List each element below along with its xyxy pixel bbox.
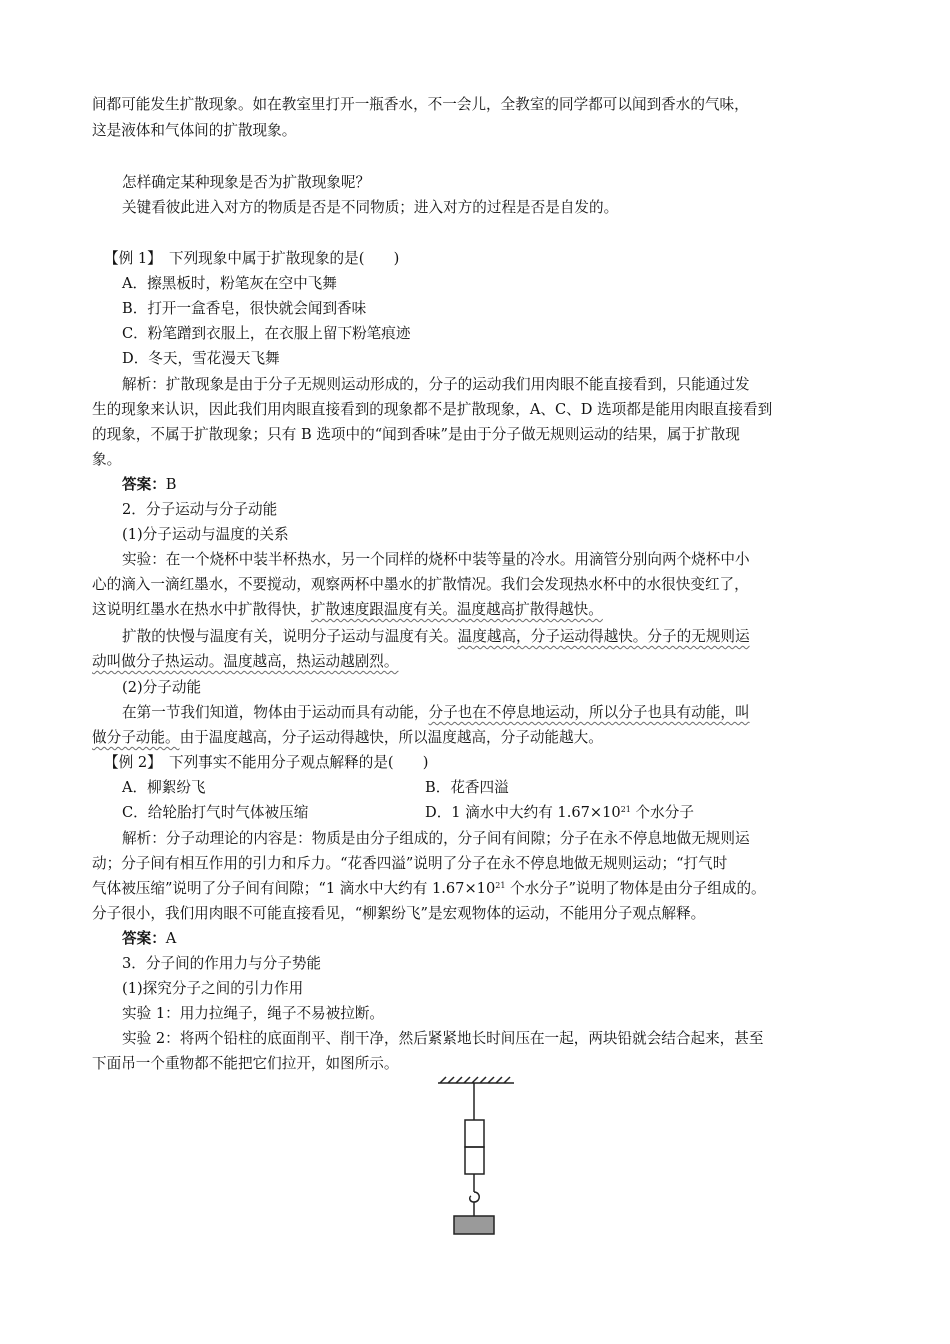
experiment-line: 心的滴入一滴红墨水，不要搅动，观察两杯中墨水的扩散情况。我们会发现热水杯中的水很快变红了， (92, 576, 749, 593)
experiment2-line: 下面吊一个重物都不能把它们拉开，如图所示。 (92, 1055, 399, 1072)
example1-option-c: C．粉笔蹭到衣服上，在衣服上留下粉笔痕迹 (122, 325, 411, 342)
example2-option-a: A．柳絮纷飞 (122, 779, 206, 796)
example2-option-d (425, 802, 694, 824)
example1-analysis-line: 的现象，不属于扩散现象；只有 B 选项中的“闻到香味”是由于分子做无规则运动的结果，属于扩散现 (92, 426, 740, 443)
exponent: 21 (620, 805, 631, 814)
paragraph-line (122, 626, 750, 648)
paragraph-text: 扩散的快慢与温度有关，说明分子运动与温度有关。 (122, 628, 458, 645)
example2-option-c: C．给轮胎打气时气体被压缩 (122, 804, 309, 821)
intro-line-2: 这是液体和气体间的扩散现象。 (92, 122, 297, 139)
hook (470, 1192, 479, 1202)
example2-analysis-line: 解析：分子动理论的内容是：物质是由分子组成的，分子间有间隙；分子在永不停息地做无规则运 (122, 830, 750, 847)
option-d-text: 个水分子 (630, 804, 694, 821)
example2-analysis-line (92, 878, 766, 900)
example1-analysis-line: 生的现象来认识，因此我们用肉眼直接看到的现象都不是扩散现象，A、C、D 选项都是能用肉眼直接看到 (92, 401, 773, 418)
paragraph-text: 在第一节我们知道，物体由于运动而具有动能， (122, 704, 429, 721)
option-d-text: D．1 滴水中大约有 1.67×10 (425, 804, 621, 821)
experiment-text: 这说明红墨水在热水中扩散得快， (92, 601, 311, 618)
example2-title: 【例 2】 下列事实不能用分子观点解释的是( ) (104, 754, 429, 771)
experiment-line: 实验：在一个烧杯中装半杯热水，另一个同样的烧杯中装等量的冷水。用滴管分别向两个烧杯中小 (122, 551, 750, 568)
example1-option-d: D．冬天，雪花漫天飞舞 (122, 350, 280, 367)
example2-options-row (122, 777, 509, 799)
section2-heading: 2．分子运动与分子动能 (122, 501, 278, 518)
ceiling-hatch (440, 1077, 510, 1083)
experiment2-line: 实验 2：将两个铅柱的底面削平、削干净，然后紧紧地长时间压在一起，两块铅就会结合起来，甚至 (122, 1030, 764, 1047)
kinetic-line (92, 727, 603, 749)
upper-lead-cylinder (465, 1120, 484, 1147)
example1-analysis-line: 解析：扩散现象是由于分子无规则运动形成的，分子的运动我们用肉眼不能直接看到，只能通过发 (122, 376, 750, 393)
section3-heading: 3．分子间的作用力与分子势能 (122, 955, 322, 972)
example2-analysis-line: 分子很小，我们用肉眼不可能直接看见，“柳絮纷飞”是宏观物体的运动，不能用分子观点解释。 (92, 905, 706, 922)
answer-label: 答案： (122, 930, 166, 947)
example2-answer (122, 928, 176, 950)
intro-line-1: 间都可能发生扩散现象。如在教室里打开一瓶香水，不一会儿，全教室的同学都可以闻到香水的气味， (92, 96, 749, 113)
section2-sub2: (2)分子动能 (122, 679, 202, 696)
example1-title: 【例 1】 下列现象中属于扩散现象的是( ) (104, 250, 400, 267)
kinetic-line (122, 702, 750, 724)
answer-value: B (165, 476, 177, 493)
exponent: 21 (495, 881, 506, 890)
experiment-line (92, 599, 603, 621)
experiment1-text: 实验 1：用力拉绳子，绳子不易被拉断。 (122, 1005, 385, 1022)
answer-value: A (165, 930, 177, 947)
example1-option-b: B．打开一盒香皂，很快就会闻到香味 (122, 300, 367, 317)
emphasis-text: 做分子动能。 (92, 729, 180, 746)
example2-analysis-line: 动；分子间有相互作用的引力和斥力。“花香四溢”说明了分子在永不停息地做无规则运动；“打气时 (92, 855, 728, 872)
answer-label: 答案： (122, 476, 166, 493)
analysis-text: 气体被压缩”说明了分子间有间隙；“1 滴水中大约有 1.67×10 (92, 880, 496, 897)
question-text: 怎样确定某种现象是否为扩散现象呢？ (122, 174, 371, 191)
lead-cylinders-figure (430, 1076, 520, 1238)
section2-sub1: (1)分子运动与温度的关系 (122, 526, 289, 543)
analysis-text: 个水分子”说明了物体是由分子组成的。 (505, 880, 766, 897)
hanging-weight (454, 1216, 494, 1234)
emphasis-text: 动叫做分子热运动。温度越高，热运动越剧烈。 (92, 653, 399, 670)
example1-answer (122, 474, 177, 496)
example2-option-b: B．花香四溢 (425, 779, 509, 796)
emphasis-text: 扩散速度跟温度有关。温度越高扩散得越快。 (310, 601, 603, 618)
example1-option-a: A．擦黑板时，粉笔灰在空中飞舞 (122, 275, 337, 292)
lower-lead-cylinder (465, 1147, 484, 1174)
emphasis-text: 分子也在不停息地运动，所以分子也具有动能，叫 (428, 704, 750, 721)
paragraph-text: 由于温度越高，分子运动得越快，所以温度越高，分子动能越大。 (179, 729, 603, 746)
section3-sub1: (1)探究分子之间的引力作用 (122, 980, 304, 997)
emphasis-text: 温度越高，分子运动得越快。分子的无规则运 (457, 628, 750, 645)
paragraph-line (92, 651, 398, 673)
question-answer: 关键看彼此进入对方的物质是否是不同物质；进入对方的过程是否是自发的。 (122, 199, 619, 216)
example1-analysis-line: 象。 (92, 451, 122, 468)
